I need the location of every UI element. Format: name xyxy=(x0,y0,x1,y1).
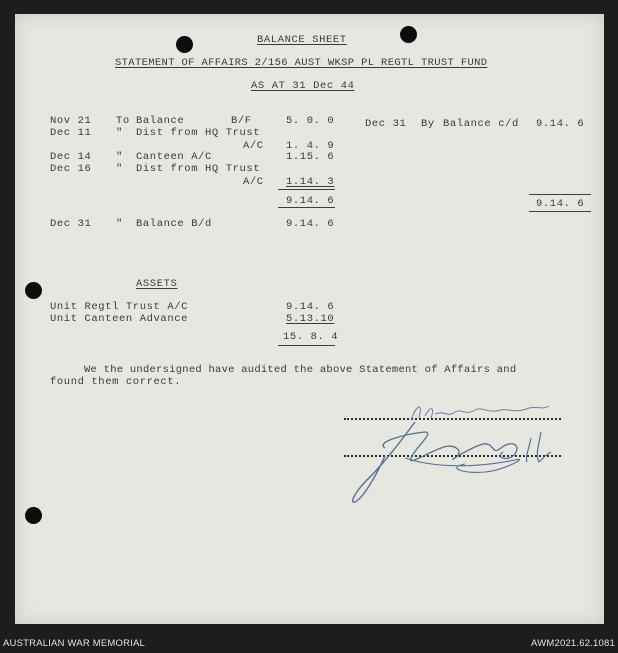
entry-amount: 9.14. 6 xyxy=(286,218,335,230)
entry-date: Dec 14 xyxy=(50,151,92,163)
assets-heading: ASSETS xyxy=(136,278,178,290)
punch-hole xyxy=(176,36,193,53)
entry-amount: 5. 0. 0 xyxy=(286,115,335,127)
entry-reference: A/C xyxy=(243,140,264,152)
entry-description: Dist from HQ Trust xyxy=(136,163,261,175)
entry-prefix: " xyxy=(116,218,123,230)
punch-hole xyxy=(25,282,42,299)
entry-prefix: " xyxy=(116,151,123,163)
entry-date: Dec 16 xyxy=(50,163,92,175)
entry-date: Dec 31 xyxy=(50,218,92,230)
entry-date: Dec 31 xyxy=(365,118,407,130)
asset-label: Unit Canteen Advance xyxy=(50,313,189,325)
entry-prefix: " xyxy=(116,127,123,139)
audit-statement-line: We the undersigned have audited the above Statement of Affairs and xyxy=(84,364,517,376)
entry-reference: B/F xyxy=(231,115,252,127)
footer-institution: AUSTRALIAN WAR MEMORIAL xyxy=(3,638,146,649)
asset-amount: 5.13.10 xyxy=(286,313,335,325)
punch-hole xyxy=(25,507,42,524)
assets-total-rule xyxy=(278,345,335,346)
entry-prefix: By xyxy=(421,118,435,130)
entry-prefix: " xyxy=(116,163,123,175)
punch-hole xyxy=(400,26,417,43)
entry-description: Canteen A/C xyxy=(136,151,212,163)
document-date-line: AS AT 31 Dec 44 xyxy=(251,80,355,92)
credit-rule xyxy=(529,194,591,195)
assets-total: 15. 8. 4 xyxy=(283,331,339,343)
debit-total: 9.14. 6 xyxy=(286,195,335,207)
entry-amount: 1. 4. 9 xyxy=(286,140,335,152)
credit-total: 9.14. 6 xyxy=(536,198,585,210)
total-rule xyxy=(278,207,335,208)
entry-date: Nov 21 xyxy=(50,115,92,127)
document-title: BALANCE SHEET xyxy=(257,34,347,46)
entry-amount: 1.14. 3 xyxy=(286,176,335,188)
entry-amount: 1.15. 6 xyxy=(286,151,335,163)
footer-accession-number: AWM2021.62.1081 xyxy=(531,638,615,649)
entry-description: Balance xyxy=(136,115,185,127)
entry-date: Dec 11 xyxy=(50,127,92,139)
entry-amount: 9.14. 6 xyxy=(536,118,585,130)
asset-amount: 9.14. 6 xyxy=(286,301,335,313)
entry-reference: A/C xyxy=(243,176,264,188)
credit-total-rule xyxy=(529,211,591,212)
signature-2 xyxy=(345,418,565,508)
entry-description: Dist from HQ Trust xyxy=(136,127,261,139)
document-subtitle: STATEMENT OF AFFAIRS 2/156 AUST WKSP PL REGTL TRUST FUND xyxy=(115,57,488,69)
subtotal-rule xyxy=(278,189,335,190)
asset-label: Unit Regtl Trust A/C xyxy=(50,301,189,313)
entry-description: Balance c/d xyxy=(443,118,519,130)
entry-description: Balance B/d xyxy=(136,218,212,230)
entry-prefix: To xyxy=(116,115,130,127)
audit-statement-line: found them correct. xyxy=(50,376,182,388)
